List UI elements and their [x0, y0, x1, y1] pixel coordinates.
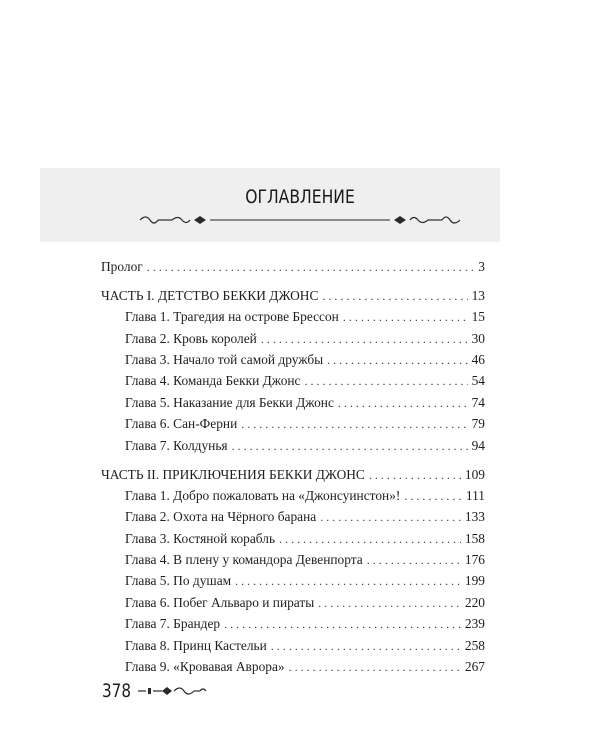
toc-entry-page: 3 — [478, 259, 485, 274]
toc-entry-title: Глава 1. Трагедия на острове Брессон — [125, 309, 339, 325]
toc-entry-page: 258 — [464, 637, 485, 653]
page-footer — [102, 680, 208, 702]
toc-entry-page: 158 — [464, 530, 485, 546]
toc-entry-title: Глава 8. Принц Кастельи — [125, 637, 267, 653]
toc-chapter-entry — [101, 485, 485, 506]
toc-entry-title: Глава 2. Кровь королей — [125, 330, 257, 346]
toc-entry-page: 220 — [464, 594, 485, 610]
toc-entry — [101, 256, 485, 277]
dot-leader — [147, 257, 475, 278]
toc-entry-title: Глава 4. В плену у командора Девенпорта — [125, 552, 363, 568]
toc-entry-title: Глава 4. Команда Бекки Джонс — [125, 373, 301, 389]
toc-entry-title: ЧАСТЬ II. ПРИКЛЮЧЕНИЯ БЕККИ ДЖОНС — [101, 466, 365, 482]
dot-leader — [320, 507, 461, 528]
toc-chapter-entry — [101, 506, 485, 527]
toc-entry-title: Глава 2. Охота на Чёрного барана — [125, 509, 317, 525]
toc-entry-title: Глава 6. Сан-Ферни — [125, 416, 238, 432]
toc-chapter-entry — [101, 592, 485, 613]
toc-entry-title: Глава 5. Наказание для Бекки Джонс — [125, 394, 334, 410]
dot-leader — [367, 550, 461, 571]
toc-entry-page: 94 — [471, 437, 485, 453]
toc-chapter-entry — [101, 435, 485, 456]
toc-entry-page: 30 — [471, 330, 485, 346]
dot-leader — [235, 571, 461, 592]
toc-chapter-entry — [101, 570, 485, 591]
toc-entry-page: 133 — [464, 509, 485, 525]
toc-entry-title: Глава 9. «Кровавая Аврора» — [125, 659, 285, 675]
toc-entry-title: Глава 6. Побег Альваро и пираты — [125, 594, 315, 610]
dot-leader — [232, 436, 468, 457]
dot-leader — [318, 593, 461, 614]
dot-leader — [322, 286, 467, 307]
toc-entry-page: 74 — [471, 394, 485, 410]
toc-part-entry — [101, 464, 485, 485]
dot-leader — [404, 486, 462, 507]
toc-entry-page: 199 — [464, 573, 485, 589]
toc-chapter-entry — [101, 413, 485, 434]
toc-chapter-entry — [101, 306, 485, 327]
dot-leader — [343, 307, 468, 328]
dot-leader — [271, 636, 461, 657]
toc-entry-title: Глава 7. Брандер — [125, 616, 221, 632]
dot-leader — [289, 657, 461, 678]
dot-leader — [261, 329, 468, 350]
toc-entry-page: 176 — [464, 552, 485, 568]
toc-entry-page: 54 — [471, 373, 485, 389]
toc-entry-title: Глава 3. Начало той самой дружбы — [125, 352, 324, 368]
toc-chapter-entry — [101, 549, 485, 570]
toc-chapter-entry — [101, 635, 485, 656]
toc-entry-title: Глава 7. Колдунья — [125, 437, 228, 453]
toc-entry-page: 111 — [465, 487, 485, 503]
page-number: 378 — [102, 680, 132, 702]
toc-entry-page: 79 — [471, 416, 485, 432]
dot-leader — [338, 393, 468, 414]
toc-entry-title: Глава 5. По душам — [125, 573, 232, 589]
toc-entry-page: 46 — [471, 352, 485, 368]
toc-entry-title: Глава 3. Костяной корабль — [125, 530, 276, 546]
toc-entry-page: 239 — [464, 616, 485, 632]
toc-chapter-entry — [101, 370, 485, 391]
toc-entry-page: 109 — [464, 466, 485, 482]
toc-chapter-entry — [101, 656, 485, 677]
toc-entry-title: ЧАСТЬ I. ДЕТСТВО БЕККИ ДЖОНС — [101, 287, 319, 303]
dot-leader — [224, 614, 461, 635]
toc-entry-page: 15 — [471, 309, 485, 325]
toc-entry-page: 13 — [471, 287, 485, 303]
toc-chapter-entry — [101, 328, 485, 349]
footer-ornament — [136, 683, 208, 699]
dot-leader — [369, 465, 461, 486]
toc-entry-title: Пролог — [101, 259, 143, 274]
dot-leader — [305, 371, 468, 392]
page-title: ОГЛАВЛЕНИЕ — [245, 186, 355, 208]
toc-entry-page: 267 — [464, 659, 485, 675]
toc-entry-title: Глава 1. Добро пожаловать на «Джонсуинстон»! — [125, 487, 401, 503]
toc-part-entry — [101, 285, 485, 306]
toc-chapter-entry — [101, 528, 485, 549]
toc-chapter-entry — [101, 392, 485, 413]
table-of-contents — [101, 256, 485, 677]
divider-ornament — [138, 210, 462, 230]
dot-leader — [241, 414, 467, 435]
dot-leader — [279, 529, 461, 550]
toc-chapter-entry — [101, 349, 485, 370]
dot-leader — [327, 350, 467, 371]
toc-chapter-entry — [101, 613, 485, 634]
